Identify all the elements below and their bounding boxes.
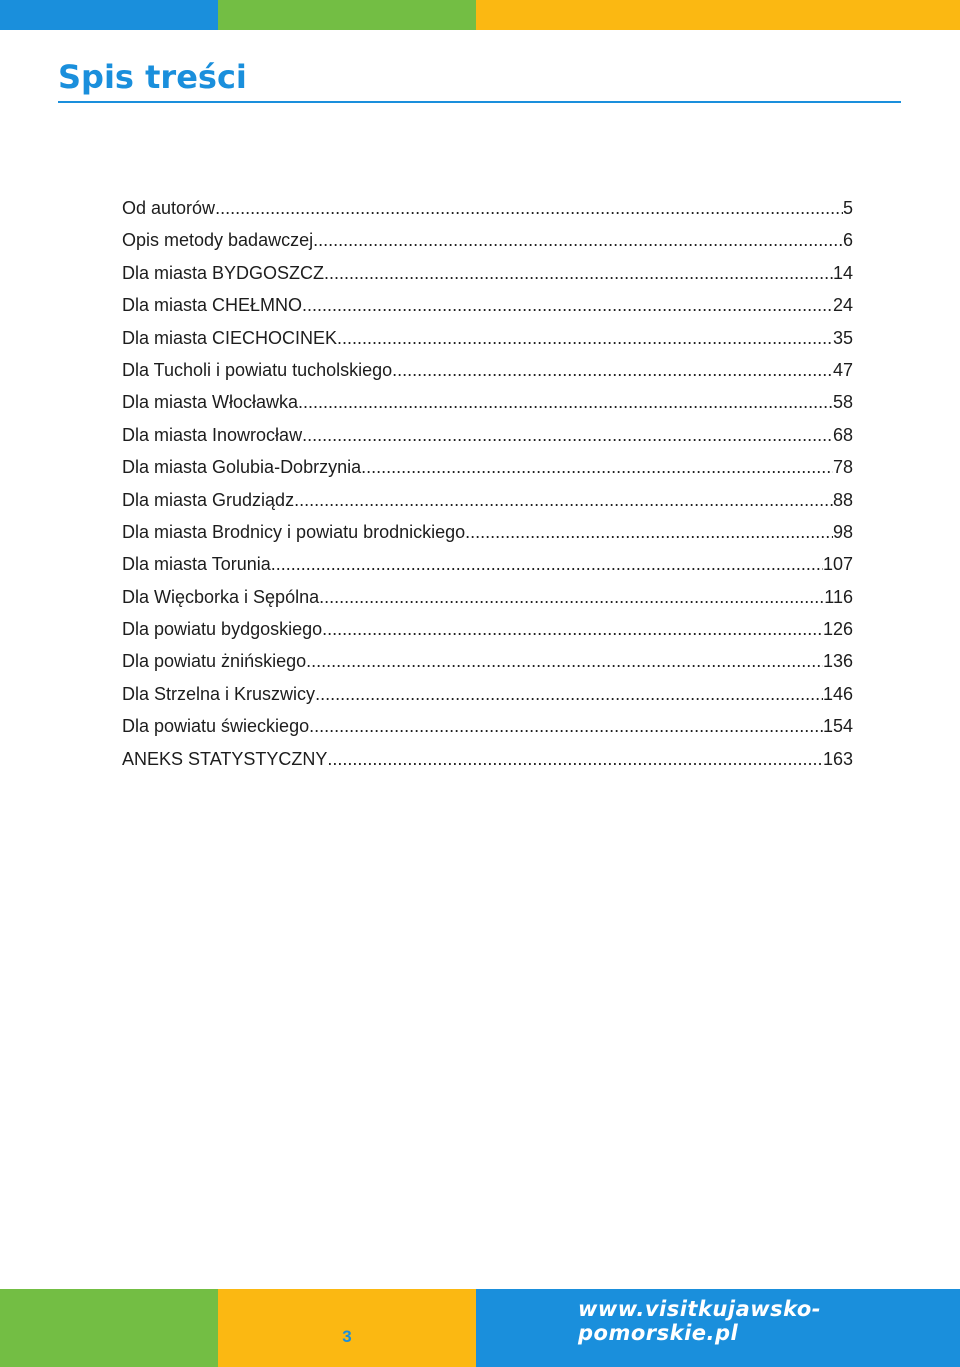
bottom-bar-yellow-segment	[218, 1289, 476, 1367]
toc-entry-page: 24	[832, 295, 853, 316]
toc-dot-leader	[392, 360, 833, 381]
toc-entry-page: 107	[822, 554, 853, 575]
toc-entry-page: 14	[832, 262, 853, 283]
top-bar-yellow-segment	[476, 0, 960, 30]
toc-entry-label: Dla Tucholi i powiatu tucholskiego	[122, 359, 393, 380]
toc-dot-leader	[319, 587, 824, 608]
toc-entry[interactable]	[122, 392, 853, 424]
toc-dot-leader	[294, 490, 833, 511]
toc-entry[interactable]	[122, 651, 853, 683]
toc-entry[interactable]	[122, 457, 853, 489]
toc-entry-label: Dla miasta CHEŁMNO	[122, 295, 303, 316]
toc-entry-label: Dla miasta Włocławka	[122, 392, 299, 413]
toc-entry-page: 6	[842, 230, 853, 251]
toc-dot-leader	[302, 425, 833, 446]
toc-dot-leader	[215, 198, 843, 219]
top-color-bar	[0, 0, 960, 30]
toc-entry-page: 136	[822, 651, 853, 672]
toc-entry-label: Od autorów	[122, 198, 216, 218]
title-underline	[58, 101, 901, 103]
bottom-bar-green-segment	[0, 1289, 218, 1367]
toc-entry-label: Dla powiatu bydgoskiego	[122, 619, 323, 640]
toc-entry-label: Opis metody badawczej	[122, 230, 314, 251]
toc-dot-leader	[315, 684, 823, 705]
toc-entry[interactable]	[122, 360, 853, 392]
toc-entry[interactable]	[122, 230, 853, 262]
toc-entry-page: 146	[822, 683, 853, 704]
toc-entry-label: Dla powiatu żnińskiego	[122, 651, 307, 672]
toc-entry-label: Dla miasta Torunia	[122, 554, 271, 575]
toc-dot-leader	[313, 230, 843, 251]
toc-entry[interactable]	[122, 587, 853, 619]
toc-entry-page: 35	[832, 327, 853, 348]
toc-dot-leader	[361, 457, 833, 478]
toc-entry-page: 47	[832, 359, 853, 380]
table-of-contents	[122, 198, 853, 781]
bottom-bar-blue-segment	[476, 1289, 960, 1367]
toc-entry[interactable]	[122, 328, 853, 360]
toc-entry-page: 5	[842, 198, 853, 218]
toc-entry-label: Dla miasta BYDGOSZCZ	[122, 262, 325, 283]
bottom-color-bar	[0, 1289, 960, 1367]
toc-entry-label: Dla miasta Golubia-Dobrzynia	[122, 457, 362, 478]
toc-entry-page: 98	[832, 521, 853, 542]
toc-entry[interactable]	[122, 522, 853, 554]
top-bar-blue-segment	[0, 0, 218, 30]
toc-entry-page: 88	[832, 489, 853, 510]
toc-entry-label: Dla miasta CIECHOCINEK	[122, 327, 338, 348]
toc-entry-page: 126	[822, 619, 853, 640]
toc-dot-leader	[271, 554, 823, 575]
toc-dot-leader	[465, 522, 833, 543]
toc-entry-label: Dla Więcborka i Sępólna	[122, 586, 320, 607]
toc-dot-leader	[309, 716, 823, 737]
toc-entry[interactable]	[122, 619, 853, 651]
toc-entry[interactable]	[122, 198, 853, 230]
toc-dot-leader	[302, 295, 833, 316]
toc-entry-label: Dla Strzelna i Kruszwicy	[122, 683, 316, 704]
toc-entry-page: 116	[824, 586, 853, 607]
toc-dot-leader	[324, 263, 833, 284]
page-number: 3	[342, 1327, 352, 1346]
toc-dot-leader	[327, 749, 823, 770]
toc-entry-page: 154	[822, 716, 853, 737]
toc-entry-label: Dla miasta Brodnicy i powiatu brodnickiego	[122, 521, 466, 542]
toc-entry-page: 68	[832, 424, 853, 445]
page-title: Spis treści	[58, 58, 247, 96]
toc-entry-label: Dla powiatu świeckiego	[122, 716, 310, 737]
toc-entry-label: Dla miasta Grudziądz	[122, 489, 295, 510]
top-bar-green-segment	[218, 0, 476, 30]
toc-dot-leader	[306, 651, 823, 672]
toc-entry-label: ANEKS STATYSTYCZNY	[122, 748, 328, 769]
toc-entry-label: Dla miasta Inowrocław	[122, 424, 303, 445]
toc-entry-page: 58	[832, 392, 853, 413]
toc-entry[interactable]	[122, 749, 853, 781]
toc-entry[interactable]	[122, 425, 853, 457]
toc-entry[interactable]	[122, 263, 853, 295]
toc-entry[interactable]	[122, 716, 853, 748]
website-url[interactable]: www.visitkujawsko-pomorskie.pl	[578, 1297, 822, 1345]
toc-entry[interactable]	[122, 295, 853, 327]
toc-entry[interactable]	[122, 490, 853, 522]
toc-entry-page: 78	[832, 457, 853, 478]
toc-entry[interactable]	[122, 684, 853, 716]
toc-dot-leader	[298, 392, 833, 413]
toc-dot-leader	[322, 619, 823, 640]
toc-entry-page: 163	[822, 748, 853, 769]
toc-entry[interactable]	[122, 554, 853, 586]
toc-dot-leader	[337, 328, 833, 349]
